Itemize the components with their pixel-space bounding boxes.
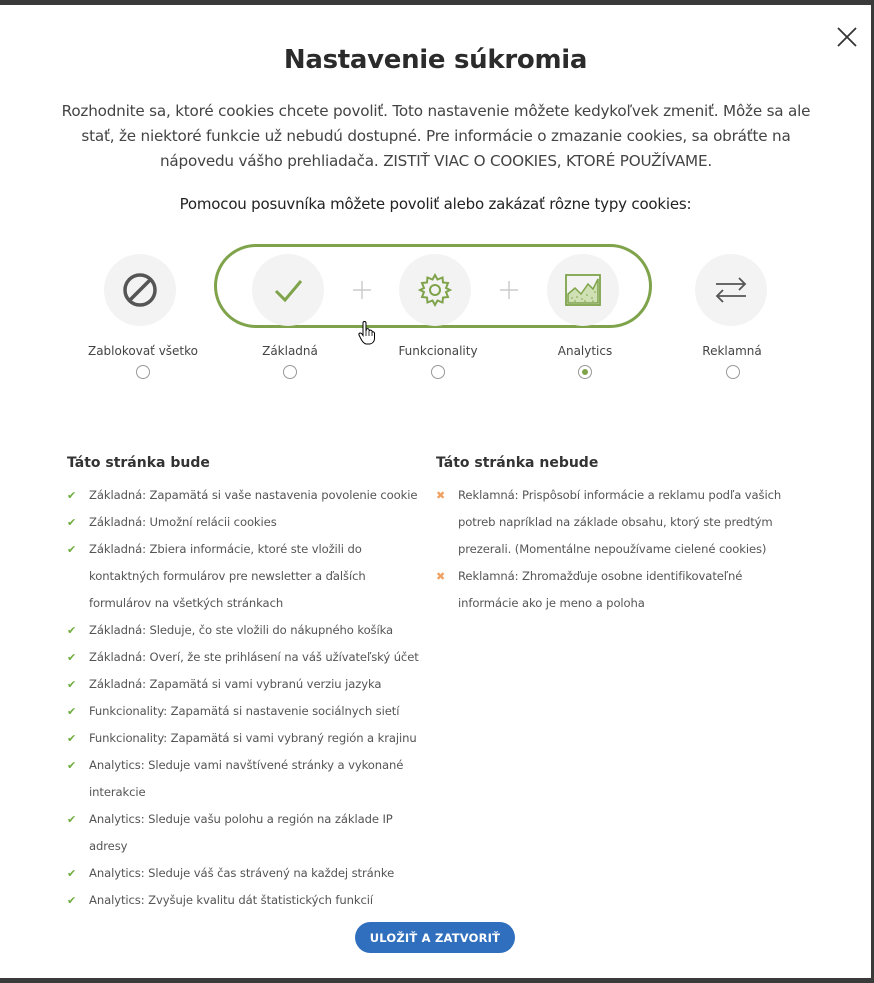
radio-basic[interactable]	[283, 365, 297, 379]
will-list-title: Táto stránka bude	[67, 455, 210, 471]
category-label-functionality: Funkcionality	[398, 344, 478, 358]
radio-advertising[interactable]	[726, 365, 740, 379]
check-icon: ✔	[67, 705, 77, 718]
list-item-text: Reklamná: Prispôsobí informácie a reklamu podľa vašich potreb napríklad na základe obsahu, ktorý ste predtým prezerali. (Momentálne nepoužívame cielené cookies)	[458, 488, 782, 556]
check-icon	[268, 270, 308, 310]
list-item-text: Funkcionality: Zapamätá si vami vybraný región a krajinu	[89, 731, 417, 745]
list-item	[67, 482, 422, 509]
list-item	[67, 752, 422, 806]
modal-title: Nastavenie súkromia	[283, 45, 588, 75]
hand-cursor-icon	[358, 321, 376, 345]
advertising-option[interactable]	[695, 254, 767, 326]
plus-icon	[352, 280, 372, 300]
radio-block-all[interactable]	[136, 365, 150, 379]
check-icon: ✔	[67, 624, 77, 637]
check-icon: ✔	[67, 489, 77, 502]
will-not-list	[436, 482, 801, 617]
category-label-block-all: Zablokovať všetko	[87, 344, 198, 358]
gear-icon	[415, 270, 455, 310]
list-item-text: Analytics: Sleduje vašu polohu a región na základe IP adresy	[89, 812, 393, 853]
category-label-basic: Základná	[262, 344, 318, 358]
list-item	[67, 806, 422, 860]
list-item-text: Základná: Zapamätá si vami vybranú verziu jazyka	[89, 677, 382, 691]
block-all-option[interactable]	[104, 254, 176, 326]
list-item-text: Základná: Zbiera informácie, ktoré ste vložili do kontaktných formulárov pre newsletter a ďalších formulárov na všetkých stránkach	[89, 542, 366, 610]
list-item	[67, 644, 422, 671]
check-icon: ✔	[67, 813, 77, 826]
list-item	[67, 509, 422, 536]
check-icon: ✔	[67, 651, 77, 664]
block-icon	[120, 270, 160, 310]
basic-option[interactable]	[252, 254, 324, 326]
cross-icon: ✖	[436, 570, 446, 583]
will-list	[67, 482, 422, 914]
check-icon: ✔	[67, 516, 77, 529]
category-label-advertising: Reklamná	[702, 344, 762, 358]
list-item	[67, 887, 422, 914]
list-item	[436, 482, 801, 563]
list-item-text: Základná: Sleduje, čo ste vložili do nákupného košíka	[89, 623, 394, 637]
check-icon: ✔	[67, 732, 77, 745]
check-icon: ✔	[67, 894, 77, 907]
radio-analytics[interactable]	[578, 365, 592, 379]
save-and-close-button[interactable]: ULOŽIŤ A ZATVORIŤ	[355, 922, 515, 953]
check-icon: ✔	[67, 867, 77, 880]
chart-icon	[563, 270, 603, 310]
learn-more-link[interactable]: ZISTIŤ VIAC O COOKIES, KTORÉ POUŽÍVAME.	[383, 152, 712, 170]
arrows-exchange-icon	[711, 270, 751, 310]
privacy-settings-modal	[0, 5, 871, 978]
check-icon: ✔	[67, 759, 77, 772]
list-item	[67, 725, 422, 752]
will-not-list-title: Táto stránka nebude	[436, 455, 599, 471]
list-item-text: Analytics: Sleduje váš čas strávený na každej stránke	[89, 866, 395, 880]
list-item-text: Základná: Zapamätá si vaše nastavenia povolenie cookie	[89, 488, 418, 502]
list-item	[67, 671, 422, 698]
analytics-option[interactable]	[547, 254, 619, 326]
slider-hint: Pomocou posuvníka môžete povoliť alebo zakázať rôzne typy cookies:	[179, 195, 692, 213]
check-icon: ✔	[67, 678, 77, 691]
check-icon: ✔	[67, 543, 77, 556]
list-item	[67, 860, 422, 887]
category-label-analytics: Analytics	[557, 344, 613, 358]
intro-text	[58, 99, 814, 174]
list-item-text: Základná: Umožní relácii cookies	[89, 515, 277, 529]
radio-functionality[interactable]	[431, 365, 445, 379]
list-item-text: Funkcionality: Zapamätá si nastavenie sociálnych sietí	[89, 704, 400, 718]
list-item	[67, 698, 422, 725]
plus-icon	[499, 280, 519, 300]
functionality-option[interactable]	[399, 254, 471, 326]
intro-paragraph: Rozhodnite sa, ktoré cookies chcete povoliť. Toto nastavenie môžete kedykoľvek zmeniť. Môže sa ale stať, že niektoré funkcie už nebudú dostupné. Pre informácie o zmazanie cookies, sa obráťte na nápovedu vášho prehliadača.	[61, 102, 811, 170]
list-item-text: Analytics: Sleduje vami navštívené stránky a vykonané interakcie	[89, 758, 404, 799]
list-item	[67, 617, 422, 644]
list-item-text: Reklamná: Zhromažďuje osobne identifikovateľné informácie ako je meno a poloha	[458, 569, 743, 610]
list-item-text: Analytics: Zvyšuje kvalitu dát štatistických funkcií	[89, 893, 374, 907]
list-item-text: Základná: Overí, že ste prihlásení na váš užívateľský účet	[89, 650, 419, 664]
cross-icon: ✖	[436, 489, 446, 502]
list-item	[436, 563, 801, 617]
list-item	[67, 536, 422, 617]
